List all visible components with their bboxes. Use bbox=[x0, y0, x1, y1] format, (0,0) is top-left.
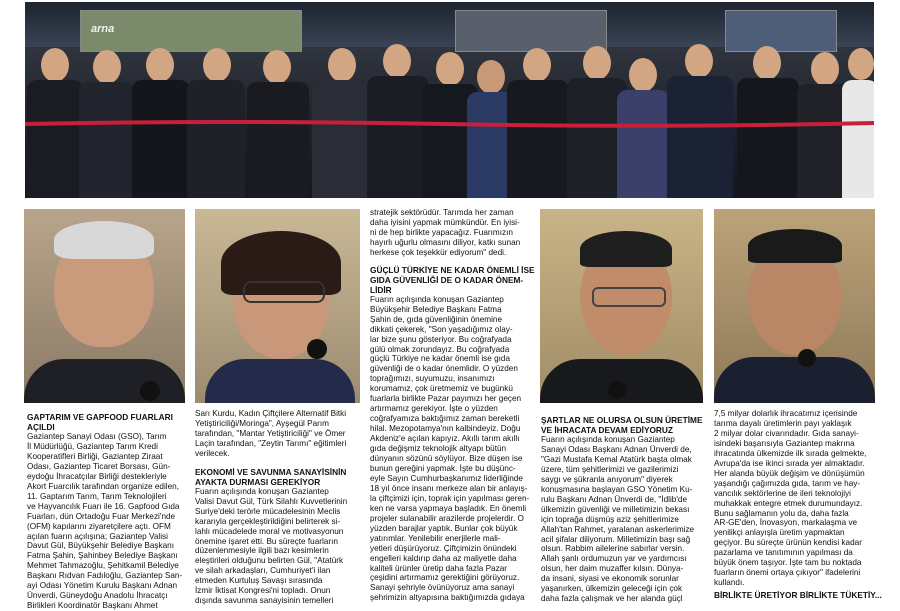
jacket bbox=[205, 359, 355, 403]
headline-economy-defense: EKONOMİ VE SAVUNMA SANAYİSİNİN AYAKTA DURMASI GEREKİYOR bbox=[195, 466, 347, 487]
microphone-icon bbox=[307, 339, 327, 359]
article-body: Fuarın açılışında konuşan Gaziantep Büyükşehir Belediye Başkanı Fatma Şahin de, gıda güvenliğinin önemine dikkati çekerek, "Son yaşadığımız olay- lar bize şunu gösteriyor. Bu coğrafyada gülü olmak zorundayız. Bu coğrafyada güçlü Türkiye ne kadar önemli ise gıda güvenliği de o kadar önemlidir. O yüzden toprağımızı, suyumuzu, insanımızı korumamız, çok üretmemiz ve bugünkü fuarlarla birlikte Pazar payımızı her geçen artırmamız gerekiyor. İşte o yüzden coğrafyamıza baktığımız zaman bereketli hilal. Mezopotamya'nın kalbindeyiz. Doğu Akdeniz'e açılan kapıyız. Akıllı tarım akıllı gıda değişmiz teknolojik altyapı bütün dünyanın sözünü söylüyor. Bize düşen ise bunun gereğini yapmak. İşte bu düşünc- eyle Sayın Cumhurbaşkanımız liderliğinde 18 yıl önce insanı merkeze alan bir anlayış- la çiftçimizi için, toprak için yapılması geren- ken ne varsa yapmaya başladık. En önemli projeler sulanabilir arazilerde projelerdir. O yüzden barajlar yaptık. Bunlar çok büyük yatırımlar. Yenilebilir enerjilerle mali- yetleri düşürüyoruz. Çiftçimizin önündeki engelleri kaldırıp daha az maliyetle daha kaliteli ürünler üretip daha fazla Pazar çeşidini artırmamız gerektiğini görüyoruz. Sanayi şehriyle övünüyoruz ama sanayi şehrimizin altyapısına baktığımızda gıdaya bbox=[370, 294, 530, 603]
ribbon-cutting-photo bbox=[25, 2, 874, 198]
microphone-icon bbox=[608, 381, 626, 399]
column-1 bbox=[27, 412, 192, 611]
headline-gaptarim: GAPTARIM VE GAPFOOD FUARLARI AÇILDI bbox=[27, 412, 173, 432]
article-body: Gaziantep Sanayi Odası (GSO), Tarım İl Müdürlüğü, Gaziantep Tarım Kredi Kooperatifleri Birliği, Gaziantep Ziraat Odası, Gaziantep Ticaret Borsası, Gün- eydoğu İhracatçılar Birliği destekleriyle Akort Fuarcılık tarafından organize edilen, 11. Gaptarım Tarım, Tarım Teknolojileri ve Hayvancılık Fuarı ile 16. Gapfood Gıda Fuarları, dün Ortadoğu Fuar Merkezi'nde (OFM) kapılarını ziyaretçilere açtı. OFM açılan fuarın açılışına; Gaziantep Valisi Davut Gül, Büyükşehir Belediye Başkanı Fatma Şahin, Şahinbey Belediye Başkanı Mehmet Tahmazoğlu, Şehitkamil Belediye Başkanı Rıdvan Fadıloğlu, Gaziantep San- ayi Odası Yönetim Kurulu Başkanı Adnan Ünverdi, Güneydoğu Anadolu İhracatçı Birlikleri Koordinatör Başkanı Ahmet bbox=[27, 432, 183, 611]
microphone-icon bbox=[798, 349, 816, 367]
hair bbox=[54, 221, 154, 259]
person bbox=[615, 58, 671, 198]
article-body: Fuarın açılışında konuşan Gaziantep Sanayi Odası Başkanı Adnan Ünverdi de, "Gazi Mustafa Kemal Atatürk başta olmak üzere, tüm şehitlerimizi ve gazilerimizi saygı ve şükranla anıyorum" diyerek konuşmasına başlayan GSO Yönetim Ku- rulu Başkanı Adnan Ünverdi de, "İdlib'de ülkemizin güvenliği ve milletimizin bekası için toprağa düşmüş aziz şehitlerimize Allah'tan Rahmet, yaralanan askerlerimize acil şifalar diliyorum. Milletimizin başı sağ olsun. Rabbim ailelerine sabırlar versin. Allah şanlı ordumuzun yar ve yardımcısı olsun, her daim muzaffer kılsın. Dünya- da insani, siyasi ve ekonomik sorunlar yaşanırken, ülkemizin geleceği için çok daha fazla çalışmak ve her alanda güçl bbox=[541, 435, 695, 604]
red-ribbon bbox=[25, 120, 874, 128]
hair bbox=[748, 229, 842, 263]
column-2 bbox=[195, 409, 365, 606]
headline-production-export: ŞARTLAR NE OLURSA OLSUN ÜRETİME VE İHRACATA DEVAM EDİYORUZ bbox=[541, 415, 703, 435]
hair bbox=[580, 231, 672, 267]
headline-strong-turkey: GÜÇLÜ TÜRKİYE NE KADAR ÖNEMLİ İSE GIDA GÜVENLİĞİ DE O KADAR ÖNEM- LİDİR bbox=[370, 264, 535, 295]
portrait-chairman bbox=[540, 209, 703, 403]
article-body: Fuarın açılışında konuşan Gaziantep Valisi Davut Gül, Türk Silahlı Kuvvetlerinin Suriye'deki terörle mücadelesinin Meclis kararıyla gerçekleştirildiğini belirterek si- lahlı mücadelede moral ve motivasyonun önemine işaret etti. Bu süreçte fuarların düzenlenmesiyle ilgili bazı kesimlerin eleştirileri olduğunu belirten Gül, "Atatürk ve silah arkadaşları, Cumhuriyet'i ilan etmeden Kurtuluş Savaşı sırasında İzmir İktisat Kongresi'ni topladı. Onun dışında savunma sanayisinin temelleri bbox=[195, 486, 348, 606]
glasses-icon bbox=[243, 281, 325, 303]
portrait-mayor bbox=[195, 209, 360, 403]
column-5 bbox=[714, 409, 882, 601]
exhibition-booth bbox=[80, 10, 302, 52]
article-body: Sarı Kurdu, Kadın Çiftçilere Alternatif Bitki Yetiştiriciliği/Moringa", Ayşegül Parım tarafından, "Mantar Yetiştiriciliği" ve Ömer Laçin tarafından, "Zeytin Tarımı" eğitimleri verilecek. bbox=[195, 409, 347, 458]
microphone-icon bbox=[140, 381, 160, 401]
column-3 bbox=[370, 208, 538, 603]
headline-together: BİRLİKTE ÜRETİYOR BİRLİKTE TÜKETİY... bbox=[714, 590, 882, 601]
suit bbox=[24, 359, 185, 403]
portrait-governor bbox=[24, 209, 185, 403]
suit bbox=[714, 357, 875, 403]
portrait-speaker bbox=[714, 209, 875, 403]
booth-logo: arna bbox=[91, 23, 115, 35]
column-4 bbox=[541, 415, 711, 604]
article-body: 7,5 milyar dolarlık ihracatımız içerisinde tarıma dayalı üretimlerin payı yaklaşık 2 milyar dolar civarındadır. Gıda sanayi- isindeki başarısıyla Gaziantep makrına ihracatında ülkemizde ilk sırada gelmekte, Avrupa'da ise ikinci sırada yer almaktadır. Her alanda büyük değişim ve dönüşümün yaşandığı çağımızda gıda, tarım ve hay- vancılık sektörlerine de ileri teknolojiyi muhakkak entegre etmek durumundayız. Bunu sağlamanın yolu da, daha fazla AR-GE'den, İnovasyon, markalaşma ve yenilikçi anlayışla üretim yapmaktan geçiyor. Bu süreçte ürünün kendisi kadar pazarlama ve tanıtımının yapılması da büyük önem taşıyor. İşte tam bu noktada fuarların önemi ortaya çıkıyor" ifadelerini kullandı. bbox=[714, 409, 867, 588]
glasses-icon bbox=[592, 287, 666, 307]
article-body: stratejik sektörüdür. Tarımda her zaman daha iyisini yapmak mümkündür. En iyisi- ni de hep birlikte yapacağız. Fuarımızın hayırlı uğurlu olmasını diliyor, katkı sunan herkese çok teşekkür ediyorum" dedi. bbox=[370, 208, 521, 257]
